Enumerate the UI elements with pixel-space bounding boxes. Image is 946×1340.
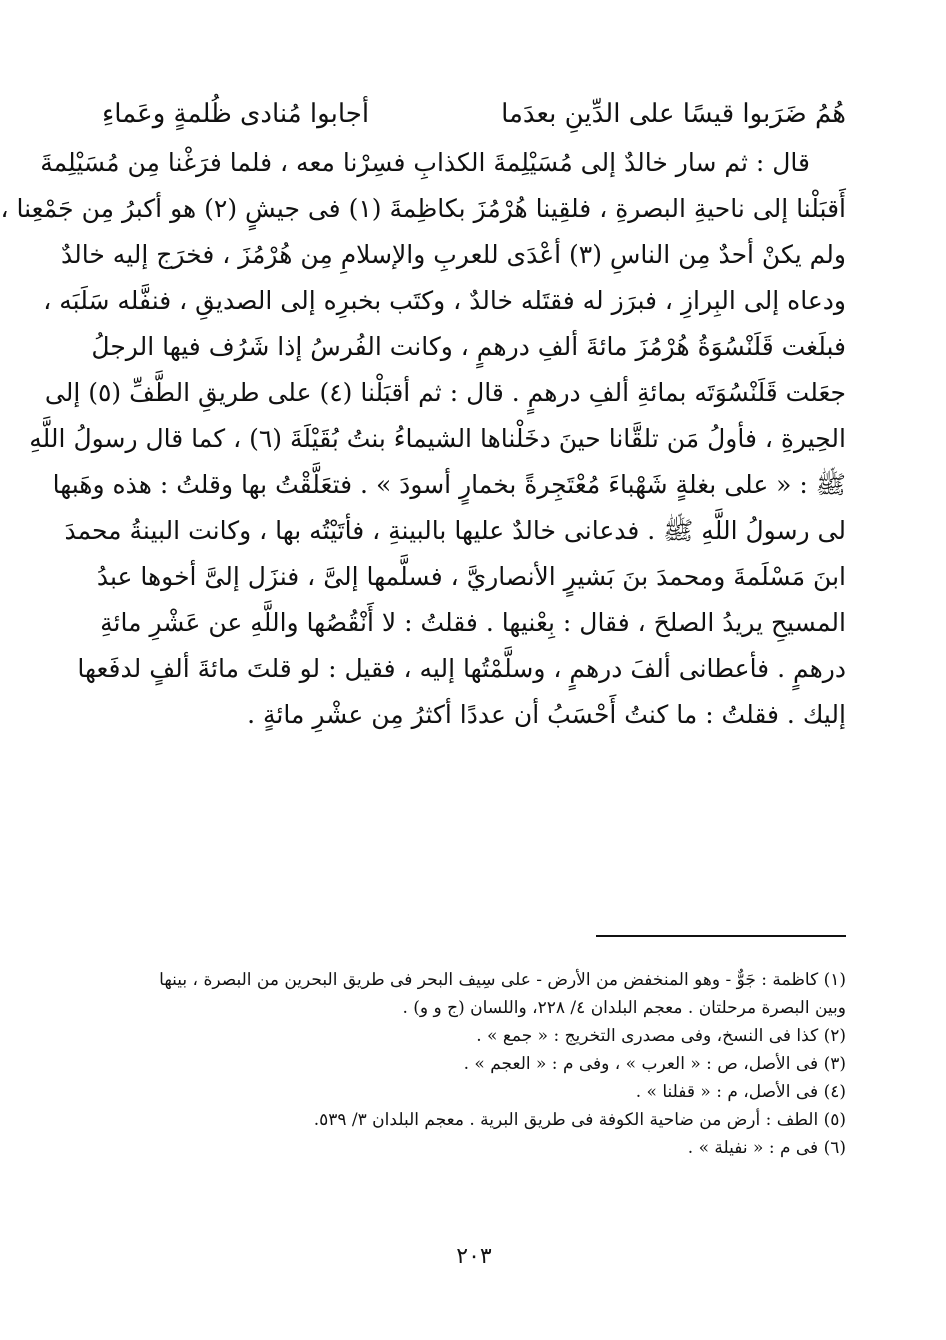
body-line: فبلَغت قَلَنْسُوَةُ هُرْمُزَ مائةَ ألفِ درهمٍ ، وكانت الفُرسُ إذا شَرُف فيها الرجلُ [91, 332, 846, 361]
main-text-block [0, 140, 846, 738]
body-line: المسيحِ يريدُ الصلحَ ، فقال : بِعْنيها . فقلتُ : لا أَنْقُصُها واللَّهِ عن عَشْرِ مائةِ [100, 608, 846, 637]
footnote-6: (٦) فى م : « نفيلة » . [687, 1138, 846, 1158]
body-line: ﷺ : « على بغلةٍ شَهْباءَ مُعْتَجِرةً بخمارٍ أسودَ » . فتعَلَّقْتُ بها وقلتُ : هذه وهَبها [52, 470, 846, 499]
verse-right-hemistich: هُمُ ضَرَبوا قيسًا على الدِّينِ بعدَما [501, 99, 846, 129]
book-page [2, 0, 946, 1340]
body-line: الحِيرةِ ، فأولُ مَن تلقَّانا حينَ دخَلْناها الشيماءُ بنتُ بُقَيْلَةَ (٦) ، كما قال رسولُ اللَّهِ [29, 424, 846, 453]
footnotes-list [102, 966, 846, 1162]
verse-left-hemistich: أجابوا مُنادى ظُلمةٍ وعَماءِ [102, 99, 370, 129]
body-line: قال : ثم سار خالدٌ إلى مُسَيْلِمةَ الكذابِ فسِرْنا معه ، فلما فرَغْنا مِن مُسَيْلِمةَ [40, 148, 810, 177]
footnote-1-continuation: وبين البصرة مرحلتان . معجم البلدان ٤/ ٢٢٨، واللسان (ج و و) . [402, 998, 846, 1018]
body-line: ولم يكنْ أحدٌ مِن الناسِ (٣) أعْدَى للعربِ والإسلامِ مِن هُرْمُزَ ، فخرَج إليه خالدٌ [61, 240, 846, 269]
body-line: إليك . فقلتُ : ما كنتُ أَحْسَبُ أن عددًا أكثرُ مِن عشْرِ مائةٍ . [247, 700, 846, 729]
page-number: ٢٠٣ [456, 1244, 492, 1269]
footnote-2: (٢) كذا فى النسخ، وفى مصدرى التخريج : « جمع » . [476, 1026, 846, 1046]
body-line: لى رسولُ اللَّهِ ﷺ . فدعانى خالدٌ عليها بالبينةِ ، فأتَيْتُه بها ، وكانت البينةُ محمدَ [64, 516, 846, 545]
body-line: ودعاه إلى البِرازِ ، فبرَز له فقتَله خالدٌ ، وكتَب بخبرِه إلى الصديقِ ، فنفَّله سَلَبَه ، [43, 286, 846, 315]
footnote-separator [596, 935, 846, 937]
body-line: أَقبَلْنا إلى ناحيةِ البصرةِ ، فلقِينا هُرْمُزَ بكاظِمةَ (١) فى جيشٍ (٢) هو أكبرُ مِن جَمْعِنا ، [0, 194, 846, 223]
body-line: درهمٍ . فأعطانى ألفَ درهمٍ ، وسلَّمْتُها إليه ، فقيل : لو قلتَ مائةَ ألفٍ لدفَعها [77, 654, 846, 683]
footnote-4: (٤) فى الأصل، م : « قفلنا » . [635, 1082, 846, 1102]
footnote-5: (٥) الطف : أرض من ضاحية الكوفة فى طريق البرية . معجم البلدان ٣/ ٥٣٩. [313, 1110, 846, 1130]
poetry-verse [102, 92, 846, 136]
body-line: جعَلت قَلَنْسُوَتَه بمائةِ ألفِ درهمٍ . قال : ثم أقبَلْنا (٤) على طريقِ الطَّفِّ (٥) إلى [44, 378, 846, 407]
body-line: ابنَ مَسْلَمةَ ومحمدَ بنَ بَشيرٍ الأنصاريَّ ، فسلَّمها إلىَّ ، فنزَل إلىَّ أخوها عبدُ [96, 562, 846, 591]
footnote-1: (١) كاظمة : جَوٌّ - وهو المنخفض من الأرض - على سِيف البحر فى طريق البحرين من البصرة ، بينها [159, 970, 846, 990]
footnote-3: (٣) فى الأصل، ص : « العرب » ، وفى م : « العجم » . [463, 1054, 846, 1074]
